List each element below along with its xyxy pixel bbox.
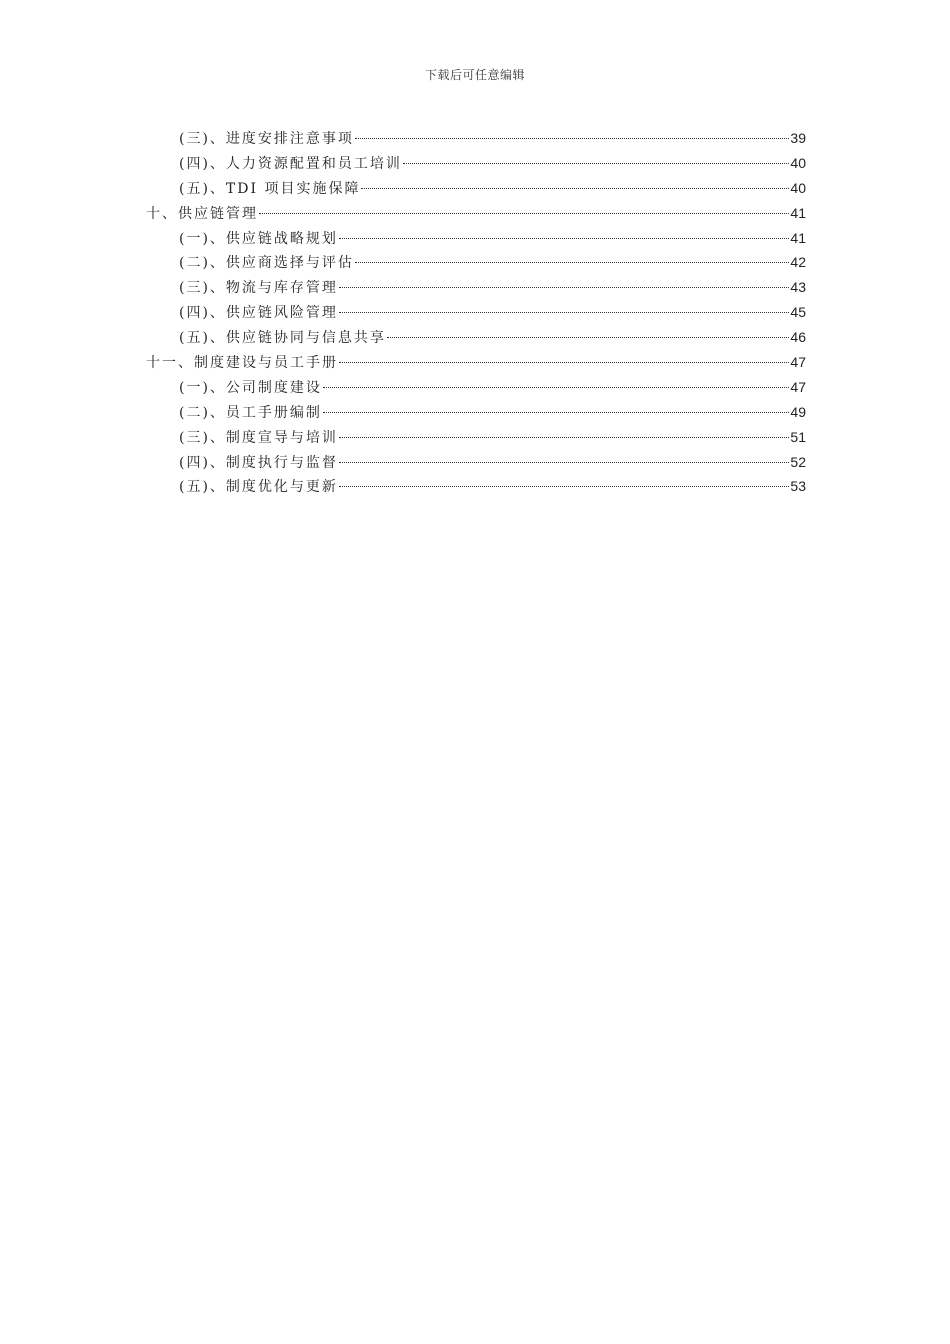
toc-entry-title: (五)、供应链协同与信息共享	[179, 330, 386, 347]
toc-dot-leader	[355, 262, 789, 263]
toc-page-number: 47	[790, 378, 806, 395]
toc-entry-title: (二)、员工手册编制	[179, 404, 322, 421]
toc-page-number: 52	[790, 453, 806, 470]
toc-dot-leader	[339, 312, 789, 313]
toc-entry[interactable]	[0, 400, 950, 425]
toc-entry-title: (一)、供应链战略规划	[179, 230, 338, 247]
toc-chapter-entry[interactable]	[0, 201, 950, 226]
toc-entry[interactable]	[0, 126, 950, 151]
toc-chapter-entry[interactable]	[0, 350, 950, 375]
toc-entry[interactable]	[0, 275, 950, 300]
toc-dot-leader	[339, 287, 789, 288]
toc-entry-title: (一)、公司制度建设	[179, 379, 322, 396]
toc-dot-leader	[339, 362, 789, 363]
toc-entry[interactable]	[0, 450, 950, 475]
toc-entry-title: (三)、进度安排注意事项	[179, 131, 354, 147]
toc-entry[interactable]	[0, 375, 950, 400]
toc-entry-title: (四)、供应链风险管理	[179, 305, 338, 322]
toc-page-number: 39	[790, 130, 806, 146]
toc-entry[interactable]	[0, 226, 950, 251]
toc-entry-title: (三)、制度宣导与培训	[179, 429, 338, 446]
toc-dot-leader	[323, 387, 789, 388]
toc-page-number: 41	[790, 204, 806, 221]
toc-page-number: 49	[790, 403, 806, 420]
toc-dot-leader	[355, 138, 789, 139]
toc-page-number: 40	[790, 154, 806, 171]
toc-entry[interactable]	[0, 176, 950, 201]
toc-page-number: 47	[790, 354, 806, 371]
table-of-contents	[0, 126, 950, 499]
toc-entry-title: (二)、供应商选择与评估	[179, 255, 354, 272]
toc-page-number: 41	[790, 229, 806, 246]
toc-entry-title: (五)、制度优化与更新	[179, 479, 338, 496]
toc-entry[interactable]	[0, 474, 950, 499]
toc-page-number: 46	[790, 329, 806, 346]
page-header: 下载后可任意编辑	[424, 68, 525, 82]
toc-entry[interactable]	[0, 151, 950, 176]
toc-entry-title: 十、供应链管理	[146, 205, 258, 222]
toc-page-number: 42	[790, 254, 806, 271]
toc-page-number: 45	[790, 304, 806, 321]
toc-dot-leader	[323, 412, 789, 413]
toc-dot-leader	[259, 213, 789, 214]
toc-entry[interactable]	[0, 425, 950, 450]
toc-entry[interactable]	[0, 325, 950, 350]
toc-entry-title: (四)、人力资源配置和员工培训	[179, 155, 402, 172]
toc-entry-title: (五)、TDI 项目实施保障	[179, 180, 361, 197]
toc-page-number: 43	[790, 279, 806, 296]
toc-page-number: 53	[790, 478, 806, 495]
toc-dot-leader	[403, 163, 789, 164]
toc-page-number: 51	[790, 428, 806, 445]
toc-entry[interactable]	[0, 250, 950, 275]
toc-dot-leader	[339, 238, 789, 239]
toc-dot-leader	[339, 486, 789, 487]
toc-dot-leader	[387, 337, 789, 338]
toc-dot-leader	[339, 437, 789, 438]
toc-entry-title: (四)、制度执行与监督	[179, 454, 338, 471]
toc-page-number: 40	[790, 179, 806, 196]
toc-dot-leader	[361, 188, 789, 189]
toc-dot-leader	[339, 462, 789, 463]
toc-entry-title: 十一、制度建设与员工手册	[146, 355, 338, 372]
toc-entry-title: (三)、物流与库存管理	[179, 280, 338, 297]
toc-entry[interactable]	[0, 300, 950, 325]
